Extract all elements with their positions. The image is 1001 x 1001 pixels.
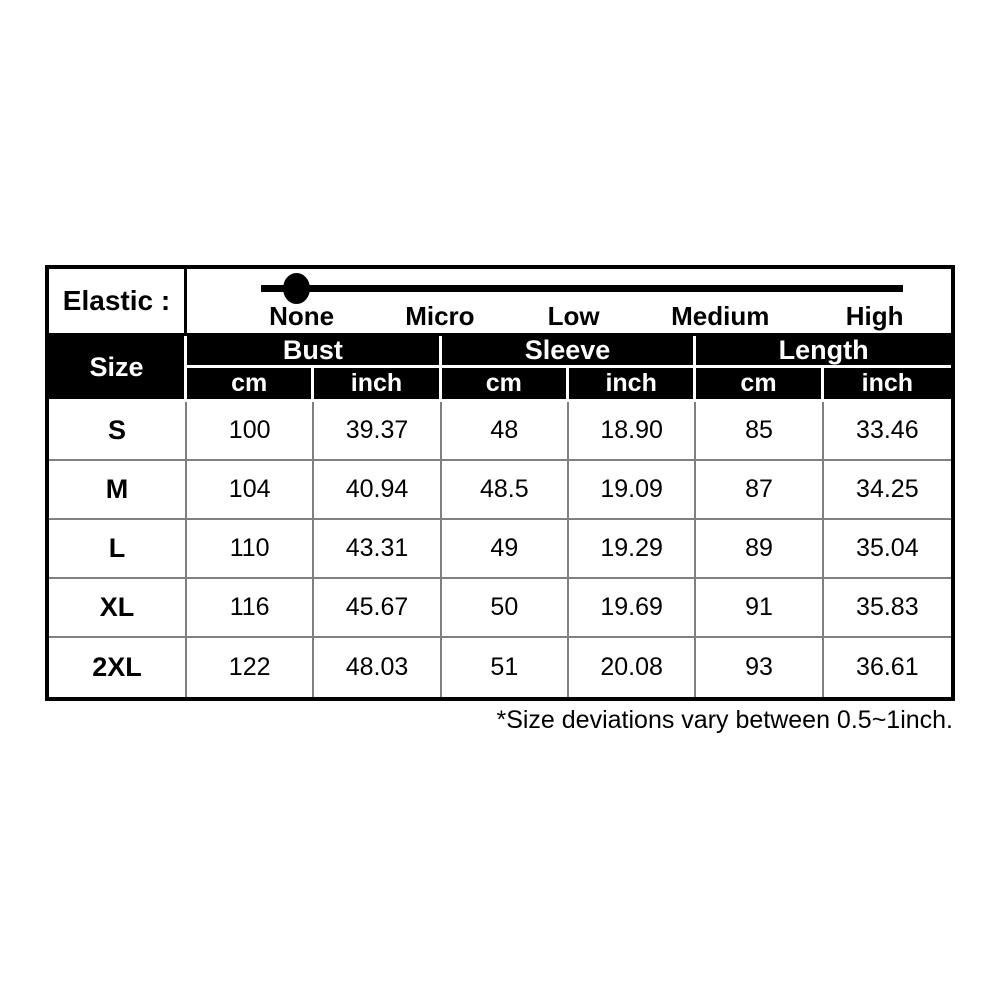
cell-l-bust-cm: 110 [187, 520, 314, 579]
size-deviation-footnote: *Size deviations vary between 0.5~1inch. [496, 706, 953, 734]
cell-s-sleeve-inch: 18.90 [569, 402, 696, 461]
slider-handle-icon [283, 273, 310, 304]
cell-xl-bust-inch: 45.67 [314, 579, 441, 638]
unit-header-sleeve-inch: inch [569, 368, 696, 402]
unit-header-length-inch: inch [824, 368, 951, 402]
size-label-m: M [49, 461, 187, 520]
cell-2xl-sleeve-cm: 51 [442, 638, 569, 697]
column-group-length: Length [696, 336, 951, 368]
slider-track [261, 285, 903, 292]
unit-header-bust-cm: cm [187, 368, 314, 402]
cell-l-length-cm: 89 [696, 520, 823, 579]
column-group-sleeve: Sleeve [442, 336, 697, 368]
cell-2xl-length-inch: 36.61 [824, 638, 951, 697]
column-header-size: Size [49, 336, 187, 402]
cell-s-sleeve-cm: 48 [442, 402, 569, 461]
cell-s-length-inch: 33.46 [824, 402, 951, 461]
cell-2xl-sleeve-inch: 20.08 [569, 638, 696, 697]
cell-m-sleeve-cm: 48.5 [442, 461, 569, 520]
cell-m-length-inch: 34.25 [824, 461, 951, 520]
elastic-level-micro: Micro [405, 301, 475, 331]
cell-s-length-cm: 85 [696, 402, 823, 461]
cell-l-bust-inch: 43.31 [314, 520, 441, 579]
unit-header-sleeve-cm: cm [442, 368, 569, 402]
elastic-level-labels [187, 302, 951, 332]
cell-xl-length-cm: 91 [696, 579, 823, 638]
elastic-level-none: None [269, 301, 335, 331]
cell-s-bust-inch: 39.37 [314, 402, 441, 461]
column-group-bust: Bust [187, 336, 442, 368]
elastic-level-low: Low [547, 301, 600, 331]
cell-m-bust-inch: 40.94 [314, 461, 441, 520]
cell-m-sleeve-inch: 19.09 [569, 461, 696, 520]
elastic-slider [187, 269, 951, 336]
size-label-2xl: 2XL [49, 638, 187, 697]
size-chart-table [45, 265, 955, 701]
cell-xl-bust-cm: 116 [187, 579, 314, 638]
size-label-s: S [49, 402, 187, 461]
cell-2xl-length-cm: 93 [696, 638, 823, 697]
cell-xl-length-inch: 35.83 [824, 579, 951, 638]
cell-2xl-bust-cm: 122 [187, 638, 314, 697]
elastic-level-high: High [845, 301, 904, 331]
cell-l-sleeve-cm: 49 [442, 520, 569, 579]
cell-m-length-cm: 87 [696, 461, 823, 520]
cell-2xl-bust-inch: 48.03 [314, 638, 441, 697]
elastic-level-medium: Medium [671, 301, 770, 331]
cell-l-sleeve-inch: 19.29 [569, 520, 696, 579]
cell-m-bust-cm: 104 [187, 461, 314, 520]
size-label-l: L [49, 520, 187, 579]
unit-header-length-cm: cm [696, 368, 823, 402]
cell-xl-sleeve-cm: 50 [442, 579, 569, 638]
elastic-row-label: Elastic : [49, 269, 187, 336]
unit-header-bust-inch: inch [314, 368, 441, 402]
size-label-xl: XL [49, 579, 187, 638]
cell-l-length-inch: 35.04 [824, 520, 951, 579]
cell-s-bust-cm: 100 [187, 402, 314, 461]
cell-xl-sleeve-inch: 19.69 [569, 579, 696, 638]
